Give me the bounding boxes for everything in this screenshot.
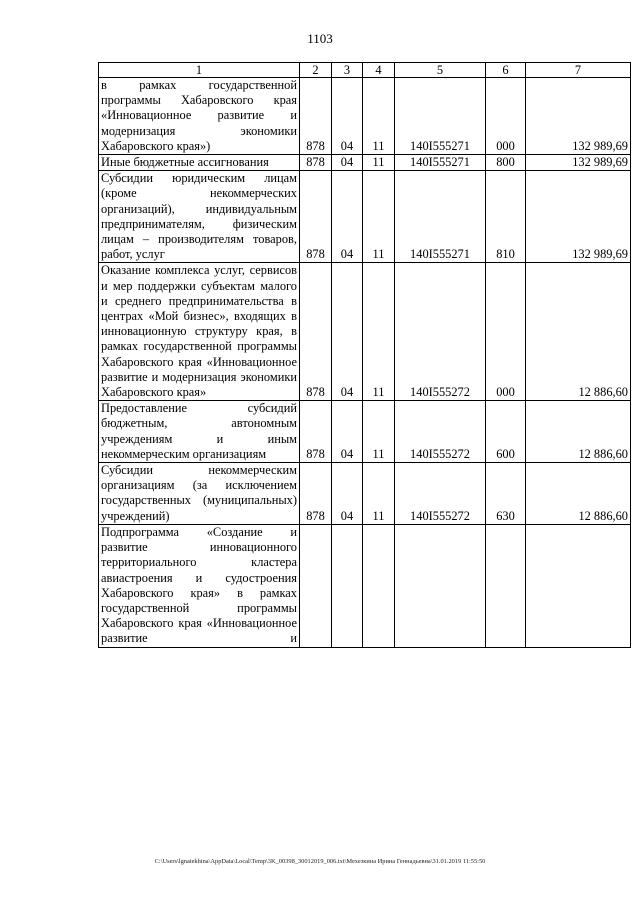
cell-section: 04	[332, 155, 363, 171]
cell-amount: 132 989,69	[526, 171, 631, 263]
table-row	[99, 524, 631, 647]
column-header: 4	[363, 63, 395, 78]
cell-subsection: 11	[363, 78, 395, 155]
cell-expense-type: 000	[486, 78, 526, 155]
column-header: 7	[526, 63, 631, 78]
cell-target-article: 140I555271	[395, 155, 486, 171]
cell-section: 04	[332, 401, 363, 463]
budget-table	[98, 62, 631, 648]
column-header: 2	[300, 63, 332, 78]
column-header: 5	[395, 63, 486, 78]
cell-target-article: 140I555271	[395, 78, 486, 155]
cell-expense-type: 630	[486, 463, 526, 525]
row-name: Субсидии некоммерческим организациям (за исключением государственных (муниципальных) учреждений)	[99, 463, 300, 525]
cell-subsection: 11	[363, 401, 395, 463]
cell-section: 04	[332, 171, 363, 263]
cell-amount	[526, 524, 631, 647]
cell-ministry: 878	[300, 171, 332, 263]
cell-amount: 12 886,60	[526, 263, 631, 401]
cell-target-article: 140I555271	[395, 171, 486, 263]
row-name-continued	[99, 524, 300, 647]
cell-section: 04	[332, 463, 363, 525]
row-name-text: Подпрограмма «Создание и развитие инновационного территориального кластера авиастроения и судостроения Хабаровского края» в рамках государственной программы Хабаровского края «Инновационное развитие и	[101, 524, 297, 646]
cell-subsection: 11	[363, 463, 395, 525]
cell-amount: 12 886,60	[526, 401, 631, 463]
cell-amount: 132 989,69	[526, 155, 631, 171]
table-row	[99, 263, 631, 401]
row-name: в рамках государственной программы Хабаровского края «Инновационное развитие и модернизация экономики Хабаровского края»)	[99, 78, 300, 155]
column-header: 1	[99, 63, 300, 78]
table-row	[99, 155, 631, 171]
row-name: Субсидии юридическим лицам (кроме некоммерческих организаций), индивидуальным предпринимателям, физическим лицам – производителям товаров, работ, услуг	[99, 171, 300, 263]
cell-expense-type: 800	[486, 155, 526, 171]
cell-expense-type: 600	[486, 401, 526, 463]
cell-expense-type: 810	[486, 171, 526, 263]
table-row	[99, 171, 631, 263]
cell-section: 04	[332, 263, 363, 401]
cell-ministry: 878	[300, 463, 332, 525]
cell-subsection: 11	[363, 155, 395, 171]
table-row	[99, 78, 631, 155]
table-header-row	[99, 63, 631, 78]
cell-subsection: 11	[363, 263, 395, 401]
cell-amount: 132 989,69	[526, 78, 631, 155]
cell-target-article: 140I555272	[395, 401, 486, 463]
cell-subsection	[363, 524, 395, 647]
cell-ministry: 878	[300, 401, 332, 463]
cell-section	[332, 524, 363, 647]
table-row	[99, 401, 631, 463]
cell-ministry	[300, 524, 332, 647]
cell-subsection: 11	[363, 171, 395, 263]
cell-section: 04	[332, 78, 363, 155]
table-row	[99, 463, 631, 525]
cell-expense-type	[486, 524, 526, 647]
row-name: Предоставление субсидий бюджетным, автономным учреждениям и иным некоммерческим организациям	[99, 401, 300, 463]
cell-amount: 12 886,60	[526, 463, 631, 525]
cell-ministry: 878	[300, 155, 332, 171]
cell-target-article: 140I555272	[395, 263, 486, 401]
cell-target-article: 140I555272	[395, 463, 486, 525]
cell-ministry: 878	[300, 78, 332, 155]
row-name: Оказание комплекса услуг, сервисов и мер поддержки субъектам малого и среднего предпринимательства в центрах «Мой бизнес», входящих в инновационную структуру края, в рамках государственной программы Хабаровского края «Инновационное развитие и модернизация экономики Хабаровского края»	[99, 263, 300, 401]
column-header: 6	[486, 63, 526, 78]
file-path-footer: C:\Users\lgnatekhina\AppData\Local\Temp\3K_00398_30012019_006.txt\Мехезкина Ирина Геннадьевна\31.01.2019 11:55:50	[154, 858, 486, 865]
row-name: Иные бюджетные ассигнования	[99, 155, 300, 171]
cell-expense-type: 000	[486, 263, 526, 401]
column-header: 3	[332, 63, 363, 78]
page-number: 1103	[307, 31, 333, 46]
cell-ministry: 878	[300, 263, 332, 401]
cell-target-article	[395, 524, 486, 647]
